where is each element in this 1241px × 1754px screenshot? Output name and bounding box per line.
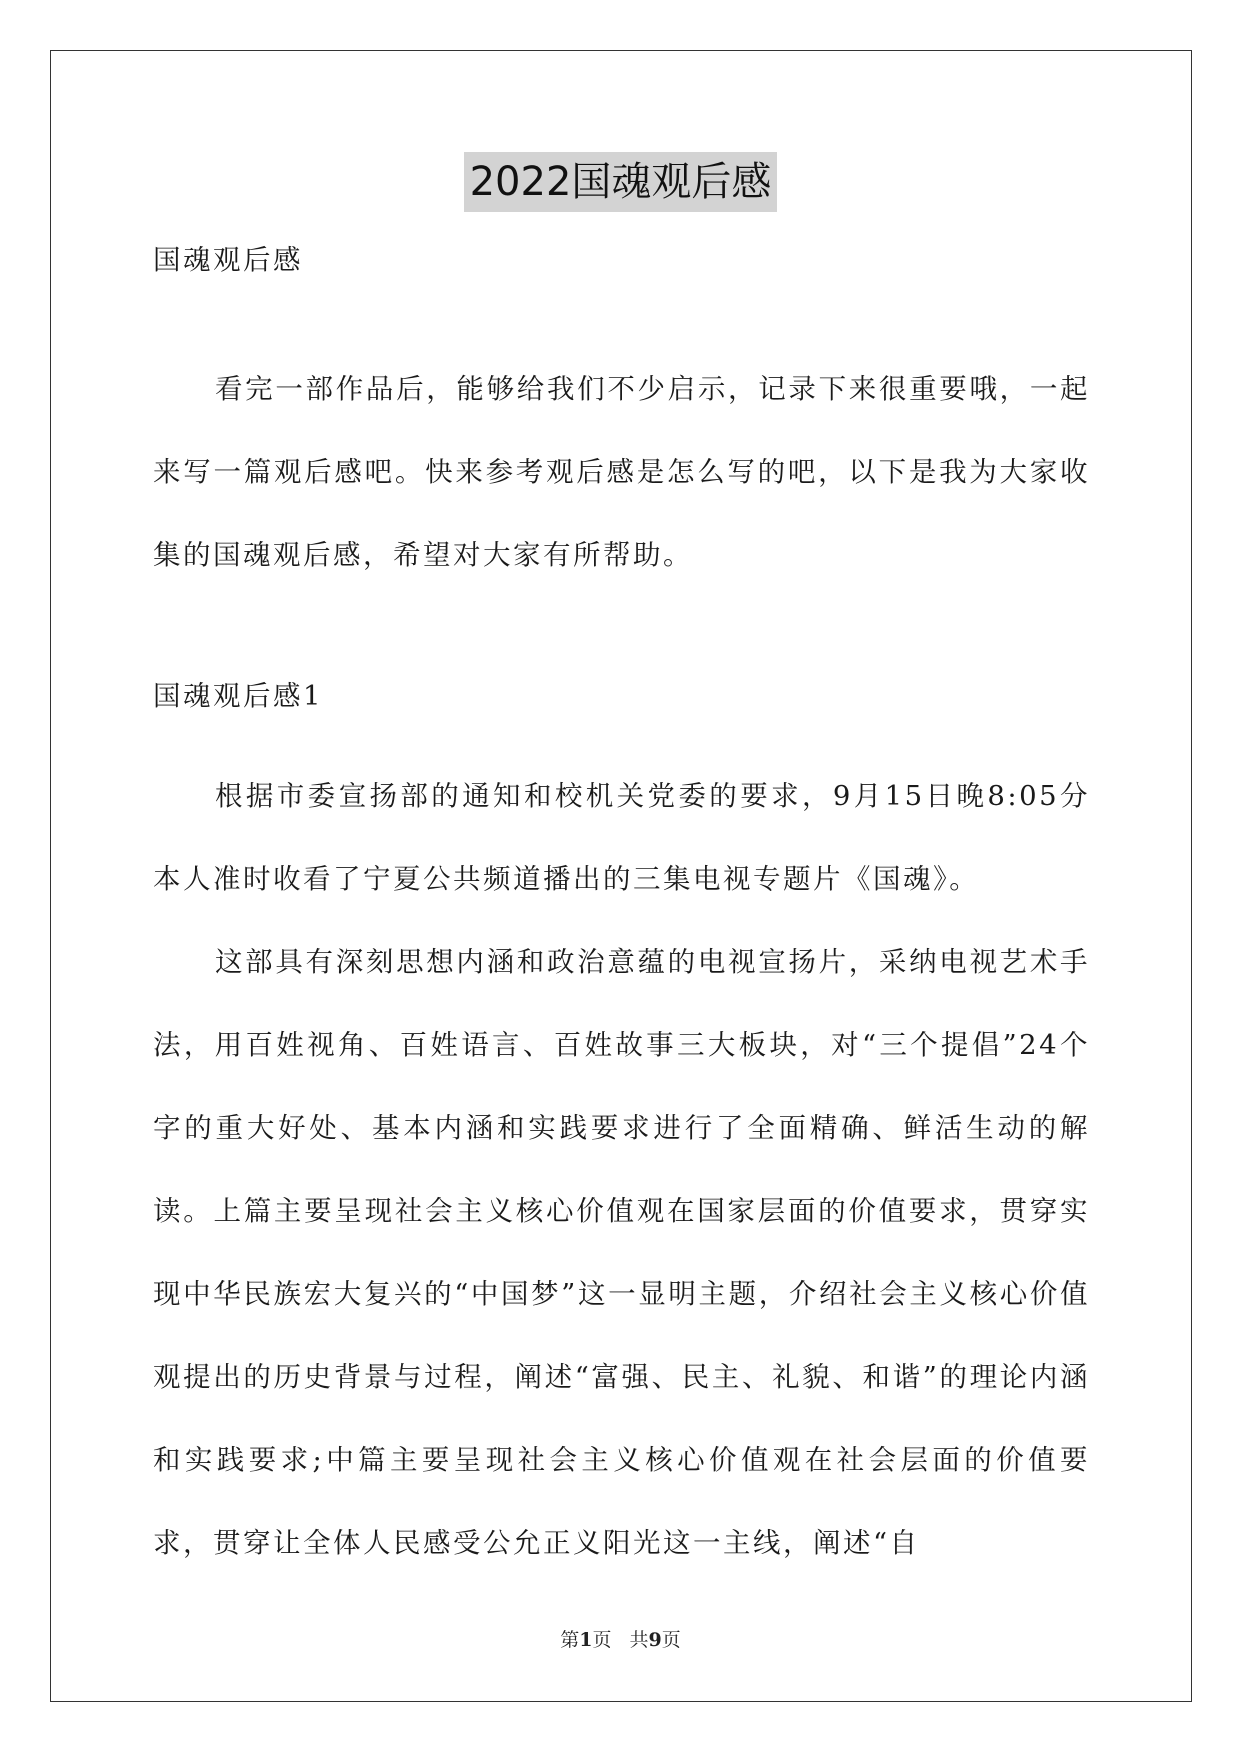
total-prefix: 共 bbox=[629, 1629, 649, 1651]
page-prefix: 第 bbox=[560, 1629, 580, 1651]
section-heading: 国魂观后感1 bbox=[153, 680, 323, 712]
total-suffix: 页 bbox=[661, 1629, 681, 1651]
page-suffix: 页 bbox=[592, 1629, 612, 1651]
intro-paragraph: 看完一部作品后，能够给我们不少启示，记录下来很重要哦，一起来写一篇观后感吧。快来参考观后感是怎么写的吧，以下是我为大家收集的国魂观后感，希望对大家有所帮助。 bbox=[153, 373, 1090, 571]
document-title: 2022国魂观后感 bbox=[464, 152, 778, 212]
page-footer bbox=[0, 1625, 1241, 1652]
body-paragraph-1: 根据市委宣扬部的通知和校机关党委的要求，9月15日晚8:05分本人准时收看了宁夏公共频道播出的三集电视专题片《国魂》。 bbox=[153, 780, 1090, 895]
total-pages-number: 9 bbox=[648, 1629, 662, 1651]
title-container bbox=[0, 152, 1241, 212]
body-paragraph-2: 这部具有深刻思想内涵和政治意蕴的电视宣扬片，采纳电视艺术手法，用百姓视角、百姓语言、百姓故事三大板块，对“三个提倡”24个字的重大好处、基本内涵和实践要求进行了全面精确、鲜活生动的解读。上篇主要呈现社会主义核心价值观在国家层面的价值要求，贯穿实现中华民族宏大复兴的“中国梦”这一显明主题，介绍社会主义核心价值观提出的历史背景与过程，阐述“富强、民主、礼貌、和谐”的理论内涵和实践要求;中篇主要呈现社会主义核心价值观在社会层面的价值要求，贯穿让全体人民感受公允正义阳光这一主线，阐述“自 bbox=[153, 946, 1090, 1559]
main-heading: 国魂观后感 bbox=[153, 244, 303, 276]
current-page-number: 1 bbox=[579, 1629, 593, 1651]
